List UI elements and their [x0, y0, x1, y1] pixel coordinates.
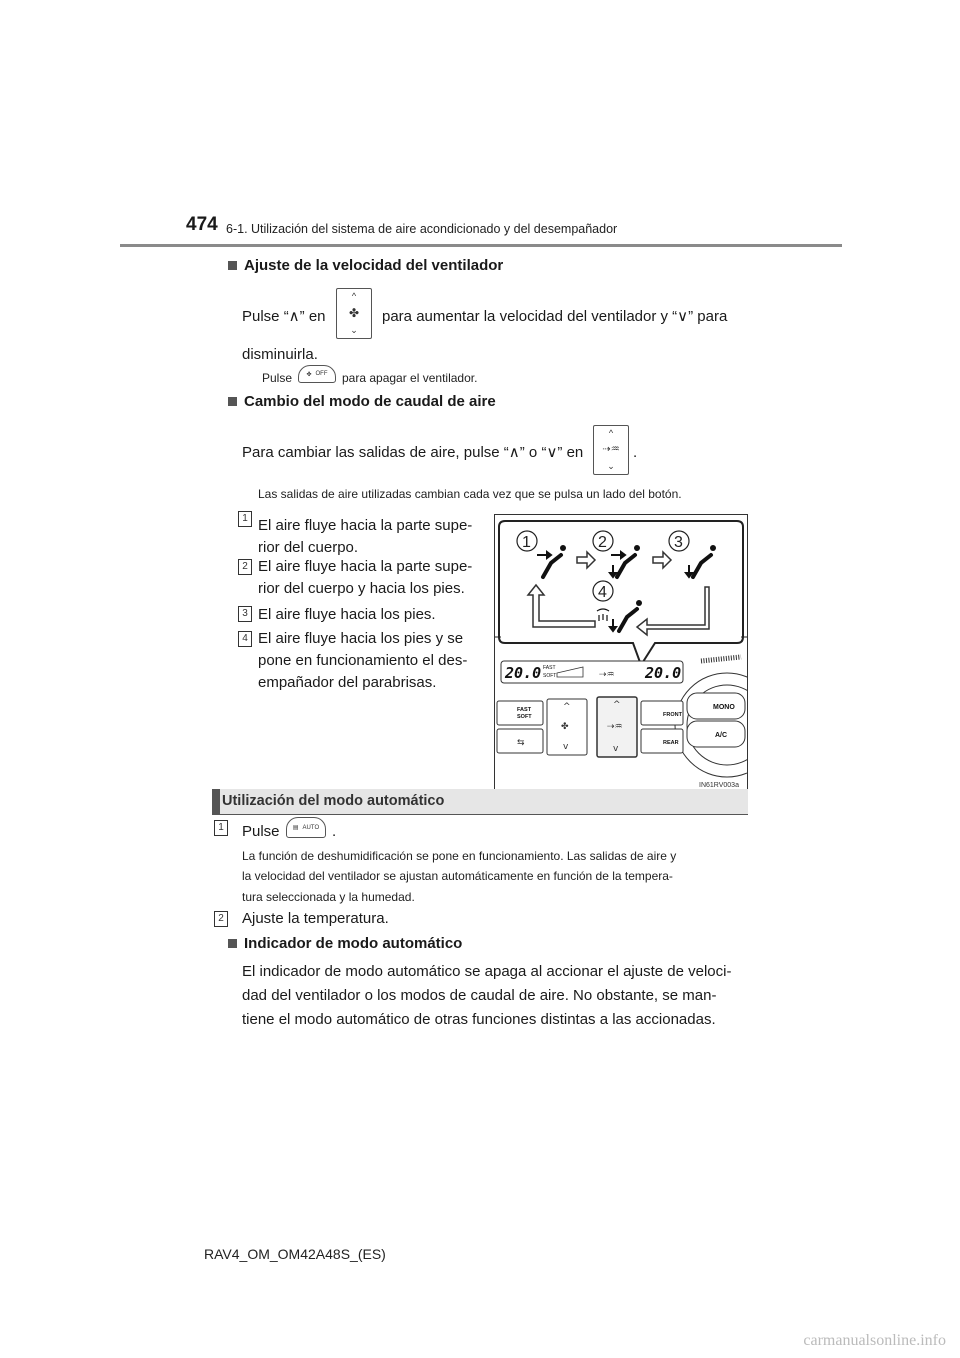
- airflow-item-3: El aire fluye hacia los pies.: [258, 606, 436, 623]
- button-fast-label: FAST: [517, 707, 532, 713]
- person-head-icon: [560, 545, 566, 551]
- mono-label: MONO: [713, 704, 735, 711]
- person-head-icon: [636, 600, 642, 606]
- control-buttons: [497, 697, 683, 757]
- watermark: carmanualsonline.info: [803, 1332, 946, 1349]
- fan-speed-text-before: Pulse “∧” en: [242, 308, 326, 325]
- fan-off-button-icon: ✤ OFF: [298, 365, 336, 383]
- step-1-note: La función de deshumidificación se pone en funcionamiento. Las salidas de aire y la velocidad del ventilador se ajustan automáticamente en función de la tempera- tura seleccionada y la humedad.: [242, 849, 677, 904]
- step-2-text: Ajuste la temperatura.: [242, 910, 389, 927]
- bullet-square-icon: [228, 397, 237, 406]
- step-1-text-before: Pulse: [242, 823, 280, 840]
- climate-panel-drawing: [495, 515, 747, 800]
- rear-label: REAR: [663, 740, 679, 746]
- chevron-up-icon: ^: [613, 700, 621, 710]
- auto-indicator-text: El indicador de modo automático se apaga al accionar el ajuste de veloci- dad del ventilador o los modos de caudal de aire. No obstante, se man- tiene el modo automático de otras funciones distintas a las accionadas.: [242, 963, 732, 1028]
- temp-right: 20.0: [645, 664, 682, 682]
- airflow-note: Las salidas de aire utilizadas cambian cada vez que se pulsa un lado del botón.: [258, 487, 682, 501]
- airflow-item-2: El aire fluye hacia la parte supe- rior del cuerpo y hacia los pies.: [258, 558, 473, 597]
- recirculation-icon: ⇆: [517, 738, 525, 748]
- item-number-badge: 4: [238, 631, 252, 647]
- airflow-icon: ⇢♒: [607, 722, 623, 732]
- airflow-text: Para cambiar las salidas de aire, pulse “∧” o “∨” en: [242, 444, 584, 461]
- section-title: Utilización del modo automático: [222, 793, 445, 809]
- callout-bubble: [499, 521, 743, 665]
- fan-speed-text-after: para aumentar la velocidad del ventilador y “∨” para: [382, 308, 728, 325]
- auto-indicator-heading: Indicador de modo automático: [228, 935, 462, 952]
- footer-code: RAV4_OM_OM42A48S_(ES): [204, 1246, 386, 1262]
- airflow-item-4: El aire fluye hacia los pies y se pone en funcionamiento el des- empañador del parabrisas.: [258, 630, 468, 691]
- fast-soft-button: [497, 701, 543, 725]
- display-airflow-icon: ⇢♒: [599, 670, 615, 680]
- climate-panel-illustration: [494, 514, 748, 801]
- fan-icon: ✤: [561, 722, 569, 732]
- fan-off-note-before: Pulse: [262, 371, 293, 385]
- ac-label: A/C: [715, 732, 728, 739]
- airflow-item-1: El aire fluye hacia la parte supe- rior del cuerpo.: [258, 517, 473, 556]
- item-number-badge: 3: [238, 606, 252, 622]
- auto-button-icon: ▤ AUTO: [286, 817, 326, 838]
- step-number-badge: 2: [214, 911, 228, 927]
- bullet-square-icon: [228, 939, 237, 948]
- front-label: FRONT: [663, 712, 682, 718]
- temp-left: 20.0: [505, 664, 542, 682]
- callout-4: 4: [598, 584, 607, 601]
- step-number-badge: 1: [214, 820, 228, 836]
- fan-speed-text-end: disminuirla.: [242, 346, 318, 363]
- chevron-down-icon: v: [613, 744, 619, 754]
- page-number: 474: [186, 214, 218, 235]
- callout-1: 1: [522, 534, 531, 551]
- item-number-badge: 1: [238, 511, 252, 527]
- dial-ticks: [701, 657, 741, 661]
- bullet-square-icon: [228, 261, 237, 270]
- callout-2: 2: [598, 534, 607, 551]
- fan-speed-heading: Ajuste de la velocidad del ventilador: [228, 257, 503, 274]
- step-1-text-after: .: [332, 823, 337, 840]
- chevron-up-icon: ^: [563, 702, 571, 712]
- chapter-title: 6-1. Utilización del sistema de aire acondicionado y del desempañador: [226, 222, 618, 236]
- chevron-down-icon: v: [563, 742, 569, 752]
- header-divider: [120, 244, 842, 247]
- item-number-badge: 2: [238, 559, 252, 575]
- button-soft-label: SOFT: [517, 714, 532, 720]
- person-head-icon: [710, 545, 716, 551]
- airflow-heading: Cambio del modo de caudal de aire: [228, 393, 496, 410]
- fan-speed-button-icon: ^ ✤ ⌄: [336, 288, 372, 339]
- fan-off-note-after: para apagar el ventilador.: [342, 371, 478, 385]
- airflow-button-icon: ^ ⇢♒ ⌄: [593, 425, 629, 475]
- airflow-text-end: .: [633, 444, 638, 461]
- display-soft-label: SOFT: [543, 673, 557, 679]
- person-head-icon: [634, 545, 640, 551]
- callout-3: 3: [674, 534, 683, 551]
- display-fast-label: FAST: [543, 665, 556, 671]
- illustration-code: IN61RV003a: [699, 782, 739, 789]
